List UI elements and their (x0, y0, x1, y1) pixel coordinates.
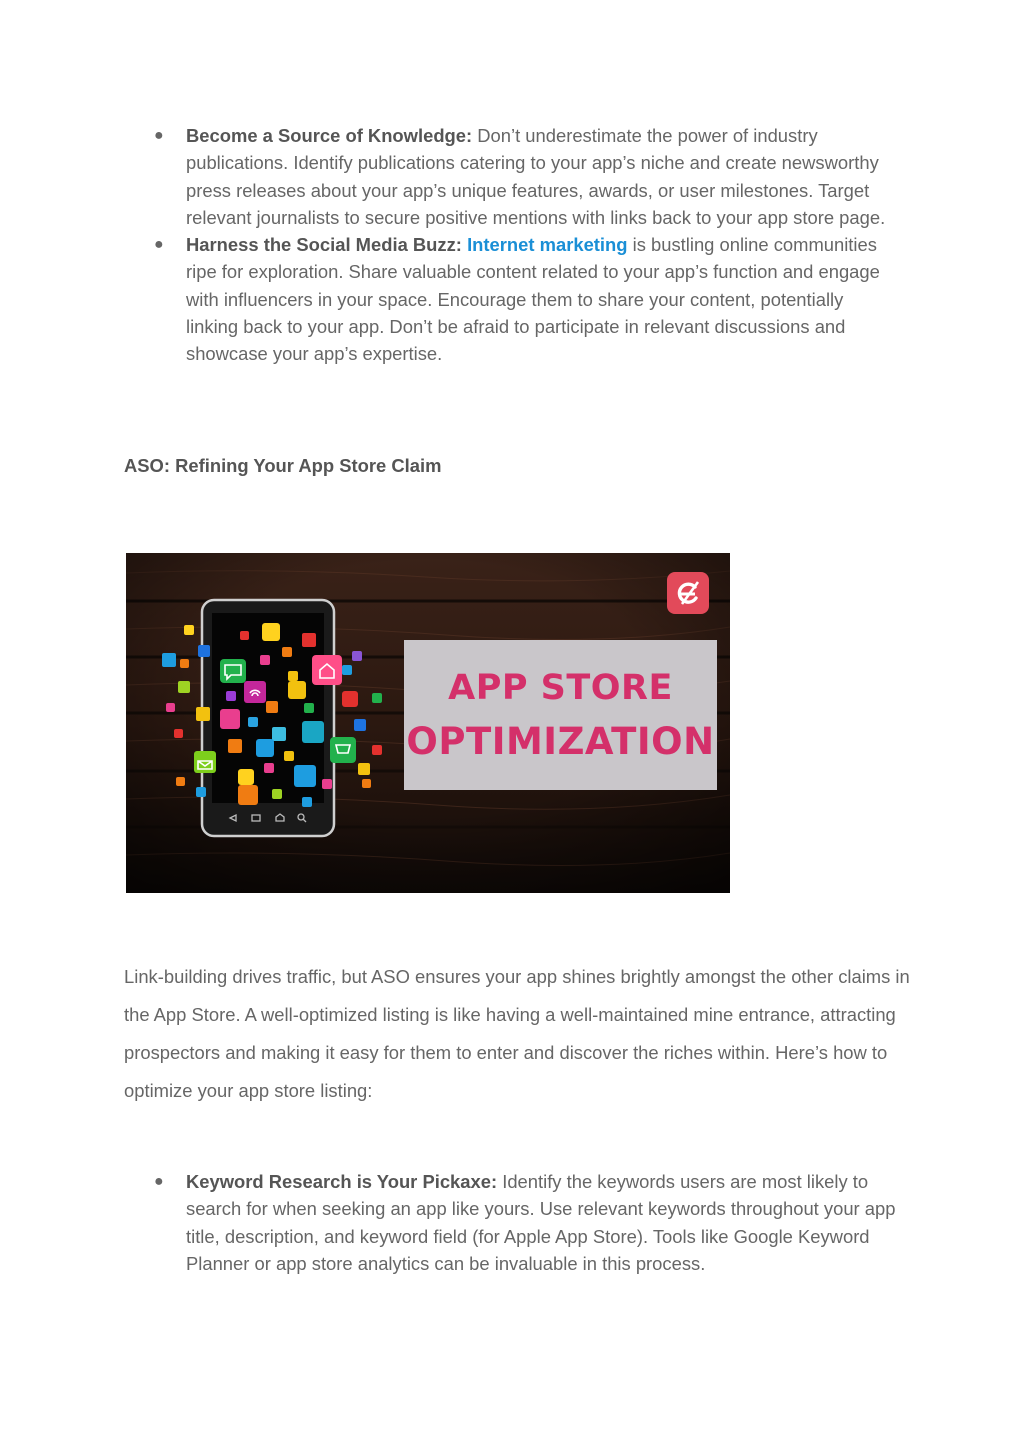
banner-title-line1: APP STORE (448, 668, 673, 708)
list-item (150, 122, 900, 231)
banner-title-plate (404, 640, 717, 790)
bullet-text: Identify the keywords users are most likely to search for when seeking an app like yours. Use relevant keywords throughout your app title, description, and keyword field (for Apple App Store). Tools like Google Keyword Planner or app store analytics can be invaluable in this process. (186, 1171, 896, 1274)
bullet-title: Keyword Research is Your Pickaxe: (186, 1171, 498, 1192)
bullet-title: Become a Source of Knowledge: (186, 125, 473, 146)
bullet-text: is bustling online communities ripe for exploration. Share valuable content related to your app’s function and engage with influencers in your space. Encourage them to share your content, potentially linking back to your app. Don’t be afraid to participate in relevant discussions and showcase your app’s expertise. (186, 234, 880, 365)
bullet-list-top (150, 122, 900, 368)
list-item (150, 1168, 900, 1277)
bullet-title: Harness the Social Media Buzz: (186, 234, 462, 256)
brand-logo-icon (667, 572, 709, 614)
section-heading: ASO: Refining Your App Store Claim (124, 455, 442, 476)
bullet-icon: ● (154, 1173, 164, 1190)
internet-marketing-link[interactable]: Internet marketing (467, 234, 628, 256)
bullet-list-bottom (150, 1168, 900, 1277)
banner-title-line2: OPTIMIZATION (406, 720, 715, 763)
body-paragraph: Link-building drives traffic, but ASO ensures your app shines brightly amongst the other claims in the App Store. A well-optimized listing is like having a well-maintained mine entrance, attracting prospectors and making it easy for them to enter and discover the riches within. Here’s how to optimize your app store listing: (124, 966, 910, 1101)
bullet-icon: ● (154, 236, 164, 254)
bullet-text: Don’t underestimate the power of industry publications. Identify publications catering to your app’s niche and create newsworthy press releases about your app’s unique features, awards, or user milestones. Target relevant journalists to secure positive mentions with links back to your app store page. (186, 125, 886, 228)
bullet-icon: ● (154, 127, 164, 144)
aso-banner-image (126, 553, 730, 893)
list-item (150, 231, 900, 367)
